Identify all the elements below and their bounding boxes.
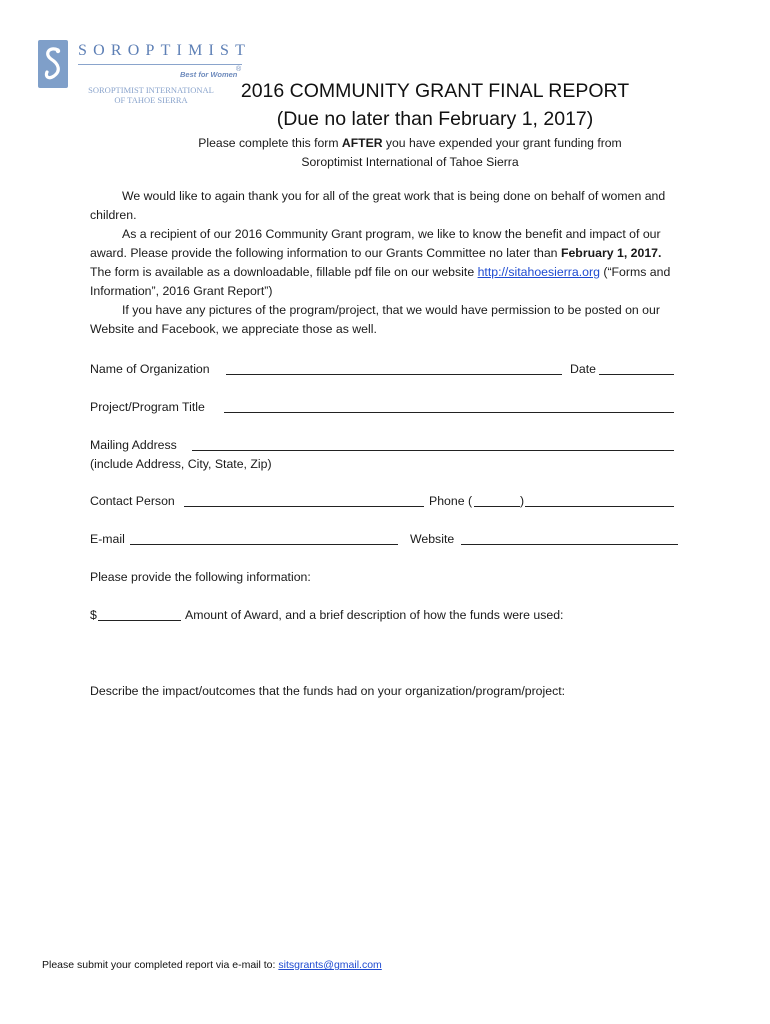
org-label: Name of Organization	[90, 362, 210, 376]
logo-club-line1: SOROPTIMIST INTERNATIONAL	[88, 85, 214, 95]
p2-text-b: The form is available as a downloadable, fillable pdf file on our website	[90, 265, 478, 279]
paragraph-pictures: If you have any pictures of the program/project, that we would have permission to be posted on our Website and Facebook, we appreciate those as well.	[90, 303, 660, 336]
body-text	[90, 187, 680, 339]
logo-wordmark: SOROPTIMIST	[78, 42, 252, 59]
date-field[interactable]	[599, 360, 674, 375]
project-label: Project/Program Title	[90, 400, 205, 414]
soroptimist-logo-icon	[38, 40, 68, 88]
phone-label: Phone (	[429, 494, 473, 508]
instruction-line2: Soroptimist International of Tahoe Sierra	[301, 155, 519, 169]
project-row	[90, 398, 680, 416]
email-row	[90, 530, 680, 548]
impact-label: Describe the impact/outcomes that the funds had on your organization/program/project:	[90, 684, 566, 698]
amount-field[interactable]	[98, 606, 181, 621]
page-title: 2016 COMMUNITY GRANT FINAL REPORT	[240, 80, 630, 102]
date-label: Date	[570, 362, 596, 376]
website-field[interactable]	[461, 530, 678, 545]
page-subtitle-deadline: (Due no later than February 1, 2017)	[276, 108, 594, 130]
phone-close-paren: )	[520, 494, 525, 508]
logo-tagline: Best for Women	[180, 70, 238, 79]
contact-field[interactable]	[184, 492, 424, 507]
mailing-hint: (include Address, City, State, Zip)	[90, 457, 272, 471]
email-label: E-mail	[90, 532, 125, 546]
instruction-bold: AFTER	[341, 136, 383, 150]
p2-deadline: February 1, 2017.	[560, 246, 662, 260]
logo-club-name	[86, 85, 216, 105]
logo-registered-mark: ®	[236, 66, 242, 73]
website-label: Website	[410, 532, 455, 546]
phone-number-field[interactable]	[525, 492, 674, 507]
org-row	[90, 360, 680, 378]
contact-row	[90, 492, 680, 510]
dollar-sign: $	[90, 608, 97, 622]
instruction-line1	[120, 136, 700, 150]
mailing-row	[90, 436, 680, 454]
email-field[interactable]	[130, 530, 398, 545]
logo-club-line2: OF TAHOE SIERRA	[114, 95, 188, 105]
project-field[interactable]	[224, 398, 674, 413]
logo-divider	[78, 64, 242, 65]
mailing-label: Mailing Address	[90, 438, 177, 452]
contact-label: Contact Person	[90, 494, 175, 508]
website-link[interactable]: http://sitahoesierra.org	[477, 265, 600, 279]
mailing-field[interactable]	[192, 436, 674, 451]
amount-row	[90, 606, 680, 624]
phone-area-code-field[interactable]	[474, 492, 520, 507]
instruction-pre: Please complete this form	[198, 136, 342, 150]
paragraph-thanks: We would like to again thank you for all of the great work that is being done on behalf of women and children.	[90, 189, 666, 222]
instruction-post: you have expended your grant funding from	[382, 136, 622, 150]
provide-info-label: Please provide the following information:	[90, 570, 311, 584]
amount-description-label: Amount of Award, and a brief description of how the funds were used:	[185, 608, 564, 622]
footer-email-link[interactable]: sitsgrants@gmail.com	[278, 959, 382, 971]
p2-text-c: (“Forms and Information”, 2016 Grant Report”)	[90, 265, 671, 298]
paragraph-recipient	[90, 225, 680, 301]
p2-text-a: As a recipient of our 2016 Community Grant program, we like to know the benefit and impact of our award. Please provide the following information to our Grants Committee no later than	[90, 227, 661, 260]
footer-text: Please submit your completed report via e-mail to:	[42, 959, 279, 971]
footer-note	[42, 959, 382, 971]
org-field[interactable]	[226, 360, 562, 375]
